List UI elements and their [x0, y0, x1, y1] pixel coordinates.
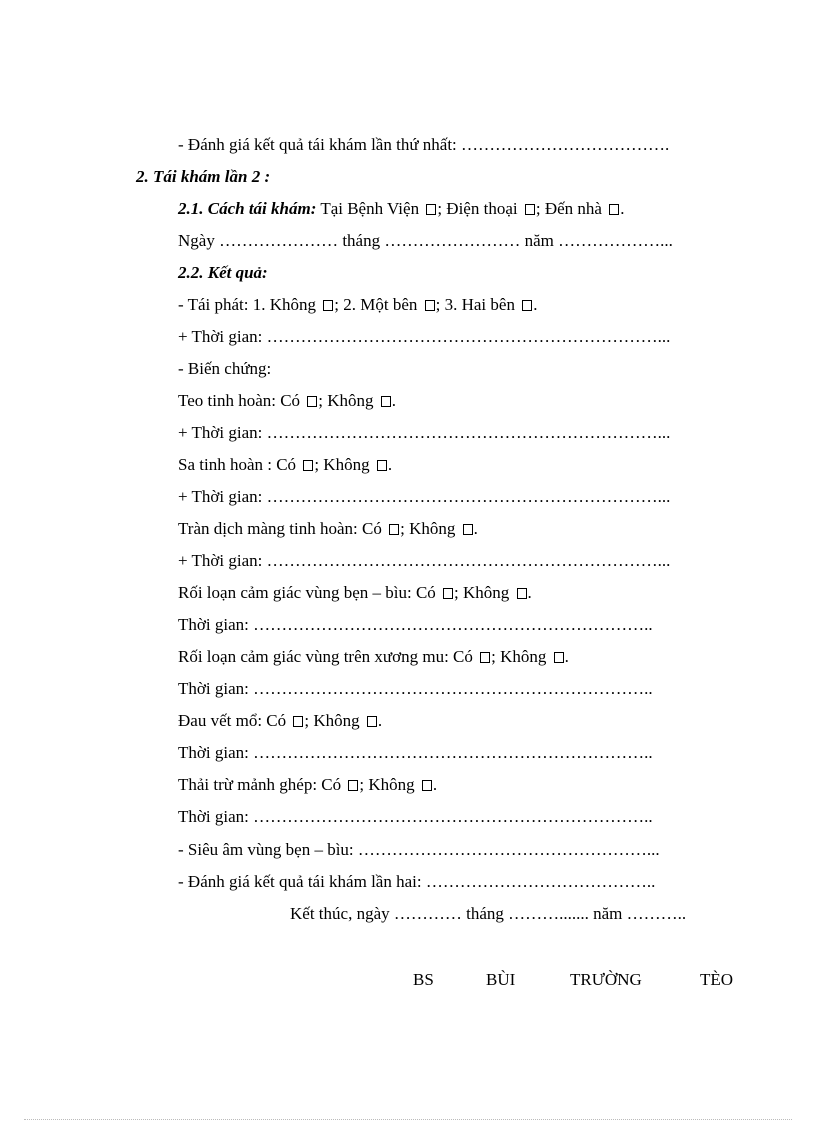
recurrence-no-checkbox[interactable]	[323, 300, 333, 311]
prolapse-no-checkbox[interactable]	[377, 460, 387, 471]
hospital-checkbox[interactable]	[426, 204, 436, 215]
signature-title: BS	[413, 970, 434, 989]
recurrence-two-label: ; 3. Hai bên	[435, 295, 520, 314]
mesh-yes-checkbox[interactable]	[348, 780, 358, 791]
pain-end: .	[377, 711, 383, 730]
atrophy-row	[178, 391, 396, 411]
hydrocele-time-line: + Thời gian: ……………………………………………………………...	[178, 551, 671, 570]
pubic-no-label: ; Không	[491, 647, 551, 666]
atrophy-no-checkbox[interactable]	[381, 396, 391, 407]
pubic-sensation-row	[178, 647, 569, 667]
atrophy-end: .	[391, 391, 397, 410]
atrophy-no-label: ; Không	[318, 391, 378, 410]
mesh-end: .	[432, 775, 438, 794]
prolapse-yes-checkbox[interactable]	[303, 460, 313, 471]
atrophy-time-line: + Thời gian: ……………………………………………………………...	[178, 423, 671, 442]
hydrocele-end: .	[473, 519, 478, 538]
groin-end: .	[527, 583, 532, 602]
hydrocele-no-checkbox[interactable]	[463, 524, 473, 535]
date-line: Ngày ………………… tháng …………………… năm ………………...	[178, 231, 673, 250]
prev-assessment-line: - Đánh giá kết quả tái khám lần thứ nhất: ……………………………….	[178, 135, 670, 154]
pain-no-checkbox[interactable]	[367, 716, 377, 727]
pain-yes-checkbox[interactable]	[293, 716, 303, 727]
signature-name-3: TÈO	[700, 970, 734, 989]
groin-yes-checkbox[interactable]	[443, 588, 453, 599]
method-label: 2.1. Cách tái khám:	[178, 199, 317, 218]
pain-no-label: ; Không	[304, 711, 364, 730]
hydrocele-no-label: ; Không	[400, 519, 460, 538]
hydrocele-yes-label: Tràn dịch màng tinh hoàn: Có	[178, 519, 387, 538]
mesh-no-label: ; Không	[359, 775, 419, 794]
pubic-no-checkbox[interactable]	[554, 652, 564, 663]
signature-name-1: BÙI	[486, 970, 516, 989]
page-bottom-divider	[24, 1119, 792, 1120]
second-assessment-line: - Đánh giá kết quả tái khám lần hai: …………………………………..	[178, 872, 656, 891]
prolapse-time-line: + Thời gian: ……………………………………………………………...	[178, 487, 671, 506]
pubic-yes-checkbox[interactable]	[480, 652, 490, 663]
wound-pain-row	[178, 711, 382, 731]
method-row	[178, 199, 624, 219]
groin-yes-label: Rối loạn cảm giác vùng bẹn – bìu: Có	[178, 583, 441, 602]
prolapse-yes-label: Sa tinh hoàn : Có	[178, 455, 301, 474]
recurrence-time-line: + Thời gian: ……………………………………………………………...	[178, 327, 671, 346]
groin-no-checkbox[interactable]	[517, 588, 527, 599]
pain-yes-label: Đau vết mổ: Có	[178, 711, 291, 730]
mesh-no-checkbox[interactable]	[422, 780, 432, 791]
recurrence-row	[178, 295, 537, 315]
pain-time-line: Thời gian: ……………………………………………………………..	[178, 743, 653, 762]
recurrence-two-checkbox[interactable]	[522, 300, 532, 311]
result-heading: 2.2. Kết quả:	[178, 263, 268, 282]
phone-checkbox[interactable]	[525, 204, 535, 215]
opt-home-label: ; Đến nhà	[535, 199, 607, 218]
prolapse-row	[178, 455, 392, 475]
recurrence-one-checkbox[interactable]	[425, 300, 435, 311]
pubic-end: .	[564, 647, 569, 666]
opt-hospital-label: Tại Bệnh Viện	[316, 199, 424, 218]
recurrence-end: .	[533, 295, 538, 314]
section-2-heading: 2. Tái khám lần 2 :	[136, 167, 271, 186]
method-end: .	[620, 199, 625, 218]
hydrocele-yes-checkbox[interactable]	[389, 524, 399, 535]
recurrence-no-label: - Tái phát: 1. Không	[178, 295, 321, 314]
prolapse-no-label: ; Không	[314, 455, 374, 474]
signature-name-2: TRƯỜNG	[570, 970, 642, 989]
pubic-time-line: Thời gian: ……………………………………………………………..	[178, 679, 653, 698]
groin-time-line: Thời gian: ……………………………………………………………..	[178, 615, 653, 634]
recurrence-one-label: ; 2. Một bên	[334, 295, 422, 314]
groin-no-label: ; Không	[454, 583, 514, 602]
hydrocele-row	[178, 519, 478, 539]
atrophy-yes-label: Teo tinh hoàn: Có	[178, 391, 305, 410]
pubic-yes-label: Rối loạn cảm giác vùng trên xương mu: Có	[178, 647, 478, 666]
groin-sensation-row	[178, 583, 532, 603]
mesh-yes-label: Thải trừ mảnh ghép: Có	[178, 775, 346, 794]
home-checkbox[interactable]	[609, 204, 619, 215]
prolapse-end: .	[387, 455, 393, 474]
end-date-line: Kết thúc, ngày ………… tháng ………....... năm ………..	[290, 904, 687, 923]
mesh-rejection-row	[178, 775, 437, 795]
opt-phone-label: ; Điện thoại	[437, 199, 522, 218]
mesh-time-line: Thời gian: ……………………………………………………………..	[178, 807, 653, 826]
ultrasound-line: - Siêu âm vùng bẹn – bìu: ……………………………………………...	[178, 840, 660, 859]
atrophy-yes-checkbox[interactable]	[307, 396, 317, 407]
complications-heading: - Biến chứng:	[178, 359, 272, 378]
